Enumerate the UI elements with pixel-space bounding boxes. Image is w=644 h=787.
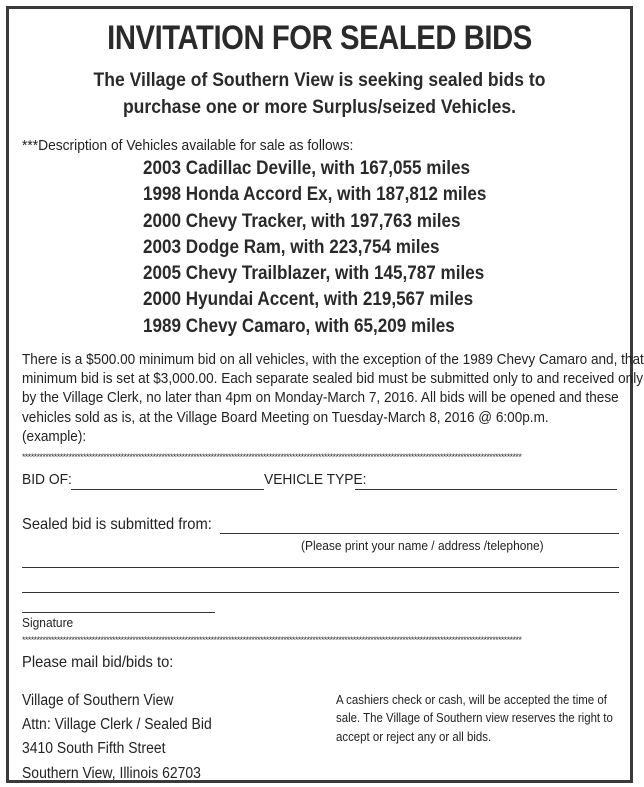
notice-title: INVITATION FOR SEALED BIDS [107,19,532,57]
bid-of-field[interactable] [71,489,264,490]
vehicle-item: 2000 Chevy Tracker, with 197,763 miles [143,210,461,232]
address-line: Southern View, Illinois 62703 [22,764,201,782]
terms-paragraph [22,350,644,446]
terms-line: (example): [22,427,87,445]
vehicle-item: 2003 Cadillac Deville, with 167,055 miles [143,158,470,179]
vehicle-item: 1998 Honda Accord Ex, with 187,812 miles [143,184,487,206]
address-line: Village of Southern View [22,692,174,709]
vehicle-item: 2003 Dodge Ram, with 223,754 miles [143,236,440,258]
payment-note-line: A cashiers check or cash, will be accepted the time of [336,692,607,707]
vehicle-list [143,156,525,340]
terms-line: vehicles sold as is, at the Village Board Meeting on Tuesday-March 8, 2016 @ 6:00p.m. [22,408,549,426]
submitted-from-field[interactable] [220,533,619,534]
signature-field[interactable] [22,612,215,613]
mail-label: Please mail bid/bids to: [22,654,174,671]
address-line-field[interactable] [22,592,619,593]
bid-of-label: BID OF: [22,471,72,488]
separator-bottom: **************************************************************************************************************************************************************************** [22,635,522,645]
vehicle-description-intro: ***Description of Vehicles available for sale as follows: [22,137,354,154]
address-line: 3410 South Fifth Street [22,740,166,758]
address-line-field[interactable] [22,567,619,568]
address-line: Attn: Village Clerk / Sealed Bid [22,716,212,734]
payment-note-line: sale. The Village of Southern view reserves the right to [336,710,613,726]
mailing-address [22,689,212,786]
vehicle-item: 2005 Chevy Trailblazer, with 145,787 miles [143,263,485,285]
vehicle-item: 1989 Chevy Camaro, with 65,209 miles [143,315,455,337]
separator-top: **************************************************************************************************************************************************************************** [22,452,522,462]
vehicle-type-field[interactable] [355,489,617,490]
terms-line: minimum bid is set at $3,000.00. Each separate sealed bid must be submitted only to and received only [22,370,644,388]
subtitle-line-2: purchase one or more Surplus/seized Vehicles. [122,96,517,118]
notice-frame [6,6,644,783]
subtitle-line-1: The Village of Southern View is seeking sealed bids to [93,69,546,91]
terms-line: There is a $500.00 minimum bid on all vehicles, with the exception of the 1989 Chevy Camaro and, that [22,351,644,368]
vehicle-type-label: VEHICLE TYPE: [264,471,367,488]
submitted-from-label: Sealed bid is submitted from: [22,516,212,533]
signature-label: Signature [22,615,74,630]
payment-note [336,691,618,746]
print-hint: (Please print your name / address /telephone) [301,538,544,553]
vehicle-item: 2000 Hyundai Accent, with 219,567 miles [143,289,474,311]
payment-note-line: accept or reject any or all bids. [336,728,492,744]
terms-line: by the Village Clerk, no later than 4pm on Monday-March 7, 2016. All bids will be opened and these [22,389,619,407]
